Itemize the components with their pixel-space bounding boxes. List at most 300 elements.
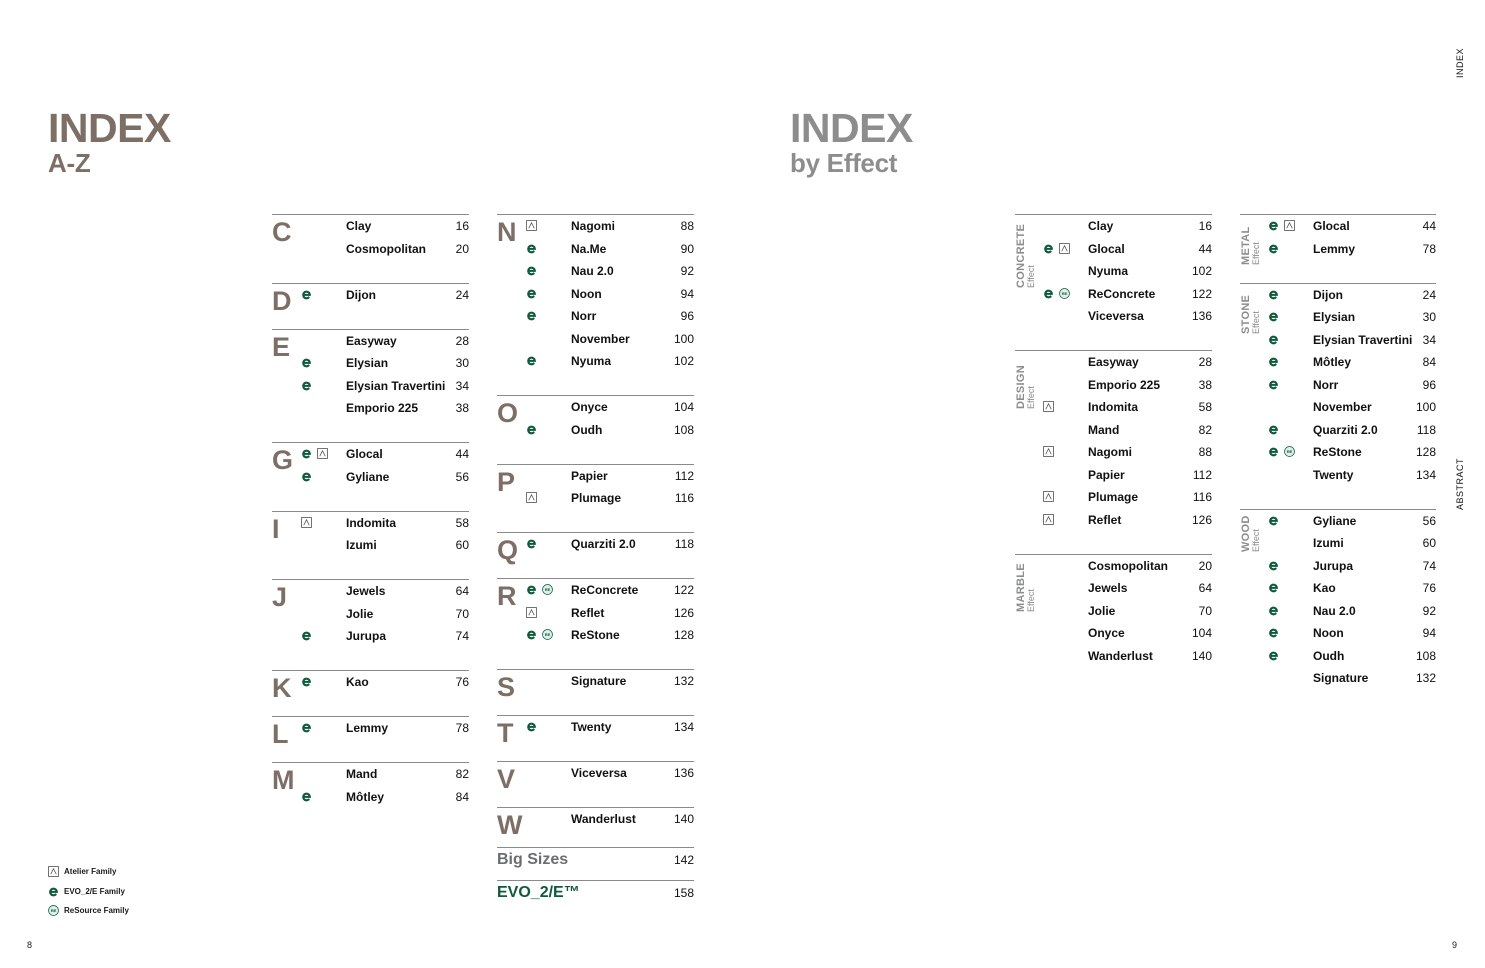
entry-name: Cosmopolitan	[346, 241, 426, 256]
index-entry[interactable]	[272, 215, 469, 237]
atelier-family-icon	[1043, 491, 1054, 502]
entry-page: 104	[1191, 626, 1212, 640]
index-entry[interactable]	[497, 305, 694, 327]
atelier-family-icon	[317, 448, 328, 459]
az-column-2	[497, 214, 694, 853]
atelier-family-icon	[1043, 401, 1054, 412]
entry-name: Viceversa	[571, 766, 627, 780]
entry-name: Mand	[1088, 422, 1120, 437]
entry-name: Nagomi	[1088, 445, 1133, 459]
effect-group-metal	[1240, 214, 1436, 283]
evo-family-icon	[1268, 289, 1279, 300]
index-entry[interactable]	[1240, 555, 1436, 577]
index-entry[interactable]	[272, 786, 469, 808]
entry-name: Nyuma	[571, 354, 612, 368]
effect-sub: Effect	[1026, 589, 1036, 613]
entry-page: 102	[1191, 264, 1212, 278]
svg-text:RE: RE	[544, 586, 551, 592]
page-number-left: 8	[27, 940, 33, 950]
evo-family-icon	[526, 629, 537, 640]
index-entry[interactable]	[1015, 283, 1212, 305]
az-column-1	[272, 214, 469, 831]
atelier-family-icon	[1059, 243, 1070, 254]
entry-page: 118	[674, 537, 694, 551]
entry-name: Mand	[346, 767, 378, 781]
index-letter: W	[497, 810, 523, 840]
entry-name: Nau 2.0	[571, 264, 614, 278]
index-entry[interactable]	[1015, 577, 1212, 599]
index-letter: T	[497, 718, 514, 748]
entry-page: 44	[455, 447, 469, 461]
index-entry[interactable]	[497, 762, 694, 784]
index-entry[interactable]	[1240, 577, 1436, 599]
entry-name: Elysian Travertini	[346, 378, 446, 393]
evo-family-icon	[301, 676, 312, 687]
index-entry[interactable]	[1240, 374, 1436, 396]
atelier-family-icon	[301, 517, 312, 528]
index-letter: R	[497, 581, 517, 611]
index-entry[interactable]	[1015, 351, 1212, 373]
index-entry[interactable]	[497, 465, 694, 487]
index-entry[interactable]	[1015, 555, 1212, 577]
index-group-n	[497, 214, 694, 395]
index-entry[interactable]	[1015, 509, 1212, 531]
entry-page: 78	[1422, 241, 1436, 256]
effect-name: CONCRETE	[1015, 223, 1027, 288]
index-group-m	[272, 762, 469, 831]
entry-name: Noon	[1313, 626, 1344, 640]
index-group-o	[497, 395, 694, 464]
special-entries	[497, 847, 694, 913]
index-entry[interactable]	[1240, 645, 1436, 667]
entry-name: Plumage	[1088, 490, 1139, 504]
index-letter: E	[272, 331, 291, 362]
evo-family-icon	[1268, 220, 1279, 231]
index-entry[interactable]	[1015, 260, 1212, 282]
special-page: 158	[673, 886, 694, 900]
entry-page: 16	[1198, 219, 1212, 233]
index-entry[interactable]	[497, 328, 694, 350]
evo-family-icon	[1268, 605, 1279, 616]
evo-family-icon	[1268, 334, 1279, 345]
entry-page: 92	[1422, 603, 1436, 618]
entry-name: Plumage	[571, 491, 622, 505]
entry-page: 56	[1422, 513, 1436, 528]
index-entry[interactable]	[1240, 622, 1436, 644]
entry-name: Papier	[1088, 467, 1125, 482]
entry-name: Onyce	[571, 400, 608, 414]
entry-name: Twenty	[1313, 467, 1354, 482]
legend-label: ReSource Family	[64, 906, 129, 915]
entry-page: 60	[455, 538, 469, 552]
evo-family-icon	[1268, 243, 1279, 254]
index-entry[interactable]	[272, 466, 469, 488]
entry-page: 70	[455, 606, 469, 621]
entry-page: 84	[455, 789, 469, 804]
svg-text:RE: RE	[1286, 448, 1293, 454]
index-entry[interactable]	[272, 603, 469, 625]
evo-family-icon	[1268, 424, 1279, 435]
effect-column-2	[1240, 214, 1436, 712]
entry-name: Jolie	[1088, 603, 1116, 618]
entry-page: 92	[680, 264, 694, 278]
entry-page: 20	[455, 241, 469, 256]
entry-name: Dijon	[346, 287, 376, 302]
entry-page: 136	[1191, 309, 1212, 323]
entry-page: 122	[1191, 286, 1212, 301]
entry-page: 104	[673, 400, 694, 414]
entry-page: 96	[1422, 377, 1436, 392]
entry-page: 100	[1415, 400, 1436, 414]
entry-name: Oudh	[571, 422, 603, 437]
page-number-right: 9	[1452, 940, 1458, 950]
index-letter: N	[497, 217, 517, 247]
entry-name: Môtley	[346, 789, 385, 804]
entry-page: 116	[674, 491, 694, 505]
evo-family-icon	[1268, 311, 1279, 322]
evo-family-icon	[301, 630, 312, 641]
index-entry[interactable]	[1015, 622, 1212, 644]
entry-name: Emporio 225	[346, 401, 419, 415]
entry-name: ReStone	[1313, 445, 1362, 459]
index-entry[interactable]	[272, 352, 469, 374]
legend-label: Atelier Family	[64, 867, 117, 876]
index-entry[interactable]	[1015, 419, 1212, 441]
svg-text:RE: RE	[544, 631, 551, 637]
index-entry[interactable]	[272, 397, 469, 419]
index-entry[interactable]	[1240, 351, 1436, 373]
index-entry[interactable]	[1240, 329, 1436, 351]
entry-name: Izumi	[1313, 536, 1344, 550]
entry-page: 30	[1422, 310, 1436, 324]
index-entry[interactable]	[1240, 532, 1436, 554]
index-group-j	[272, 579, 469, 670]
index-entry[interactable]	[272, 512, 469, 534]
entry-name: Jewels	[346, 584, 386, 598]
index-entry[interactable]	[272, 330, 469, 352]
index-entry[interactable]	[272, 763, 469, 785]
index-entry[interactable]	[1240, 306, 1436, 328]
evo-family-icon	[1268, 627, 1279, 638]
entry-page: 96	[680, 309, 694, 323]
index-entry[interactable]	[497, 602, 694, 624]
entry-name: Signature	[571, 674, 627, 688]
atelier-family-icon	[526, 220, 537, 231]
index-group-q	[497, 532, 694, 578]
entry-name: Nagomi	[571, 219, 616, 233]
entry-name: Clay	[1088, 219, 1114, 233]
index-entry[interactable]	[497, 283, 694, 305]
entry-page: 34	[455, 378, 469, 393]
entry-page: 58	[1198, 400, 1212, 414]
entry-name: ReStone	[571, 628, 620, 642]
index-entry[interactable]	[1015, 215, 1212, 237]
entry-name: Jurupa	[1313, 558, 1354, 573]
svg-text:RE: RE	[1061, 290, 1068, 296]
entry-page: 74	[1422, 558, 1436, 573]
index-letter: Q	[497, 535, 519, 565]
resource-family-icon	[542, 584, 553, 595]
entry-name: Norr	[1313, 377, 1339, 392]
entry-name: Norr	[571, 309, 597, 323]
index-entry[interactable]	[497, 419, 694, 441]
atelier-family-icon	[48, 866, 59, 877]
effect-group-marble	[1015, 554, 1212, 690]
evo-family-icon	[1268, 446, 1279, 457]
entry-name: Elysian	[1313, 310, 1356, 324]
entry-name: Reflet	[571, 605, 605, 620]
evo-family-icon	[301, 448, 312, 459]
side-label-index: INDEX	[1455, 47, 1465, 78]
effect-sub: Effect	[1251, 310, 1261, 334]
evo-family-icon	[301, 357, 312, 368]
effect-group-concrete	[1015, 214, 1212, 350]
entry-page: 34	[1422, 332, 1436, 347]
legend-label: EVO_2/E Family	[64, 886, 125, 896]
index-entry[interactable]	[497, 260, 694, 282]
entry-page: 126	[1191, 512, 1212, 527]
entry-page: 24	[1422, 287, 1436, 302]
index-entry[interactable]	[1015, 396, 1212, 418]
entry-name: Gyliane	[1313, 513, 1357, 528]
left-subtitle: A-Z	[48, 148, 91, 178]
entry-name: Indomita	[346, 515, 396, 530]
evo-family-icon	[526, 584, 537, 595]
entry-name: Jolie	[346, 606, 374, 621]
effect-sub: Effect	[1026, 385, 1036, 409]
index-group-t	[497, 715, 694, 761]
index-entry[interactable]	[272, 671, 469, 693]
evo-family-icon	[526, 265, 537, 276]
entry-page: 112	[674, 468, 694, 483]
entry-name: Signature	[1313, 671, 1369, 685]
index-entry[interactable]	[497, 670, 694, 692]
index-entry[interactable]	[1240, 284, 1436, 306]
index-entry[interactable]	[497, 533, 694, 555]
evo-family-icon	[48, 886, 59, 897]
index-group-g	[272, 442, 469, 511]
index-letter: G	[272, 445, 294, 475]
index-entry[interactable]	[1240, 510, 1436, 532]
entry-page: 58	[455, 515, 469, 530]
entry-name: Onyce	[1088, 626, 1125, 640]
index-entry[interactable]	[1240, 667, 1436, 689]
entry-name: Quarziti 2.0	[1313, 422, 1378, 437]
entry-page: 76	[455, 675, 469, 689]
index-entry[interactable]	[272, 625, 469, 647]
entry-page: 24	[455, 287, 469, 302]
index-entry[interactable]	[1015, 238, 1212, 260]
index-entry[interactable]	[1015, 486, 1212, 508]
entry-page: 20	[1198, 558, 1212, 573]
entry-page: 94	[680, 286, 694, 301]
entry-name: Indomita	[1088, 400, 1138, 414]
entry-name: Lemmy	[346, 721, 389, 735]
evo-family-icon	[526, 243, 537, 254]
index-entry[interactable]	[1240, 600, 1436, 622]
entry-page: 82	[1198, 422, 1212, 437]
effect-name: DESIGN	[1015, 364, 1027, 409]
entry-page: 28	[455, 333, 469, 348]
effect-name: MARBLE	[1015, 563, 1027, 613]
index-entry[interactable]	[1015, 464, 1212, 486]
entry-name: Jewels	[1088, 581, 1128, 595]
entry-name: Nau 2.0	[1313, 603, 1356, 618]
index-entry[interactable]	[1015, 374, 1212, 396]
index-group-i	[272, 511, 469, 580]
entry-name: Lemmy	[1313, 241, 1356, 256]
right-title: INDEX	[790, 105, 913, 151]
index-entry[interactable]	[1240, 419, 1436, 441]
effect-group-design	[1015, 350, 1212, 554]
entry-page: 140	[1191, 648, 1212, 663]
entry-page: 60	[1422, 536, 1436, 550]
index-entry[interactable]	[497, 215, 694, 237]
entry-page: 90	[680, 241, 694, 256]
index-entry[interactable]	[1015, 645, 1212, 667]
special-page: 142	[673, 853, 694, 867]
entry-name: Kao	[1313, 581, 1336, 595]
index-entry[interactable]	[272, 717, 469, 739]
index-group-k	[272, 670, 469, 716]
effect-sub: Effect	[1251, 529, 1261, 552]
entry-page: 78	[455, 721, 469, 735]
entry-page: 136	[673, 766, 694, 780]
special-entry[interactable]	[497, 880, 694, 913]
entry-page: 30	[455, 356, 469, 370]
effect-column-1	[1015, 214, 1212, 690]
evo-family-icon	[526, 355, 537, 366]
effect-group-stone	[1240, 283, 1436, 509]
entry-page: 126	[673, 605, 694, 620]
index-entry[interactable]	[497, 716, 694, 738]
effect-sub: Effect	[1251, 242, 1261, 265]
atelier-family-icon	[1284, 220, 1295, 231]
entry-page: 84	[1422, 355, 1436, 369]
entry-name: Twenty	[571, 720, 612, 734]
index-group-d	[272, 283, 469, 329]
evo-family-icon	[1268, 582, 1279, 593]
entry-page: 122	[673, 583, 694, 597]
entry-name: November	[1313, 400, 1372, 414]
atelier-family-icon	[526, 492, 537, 503]
entry-name: Noon	[571, 286, 602, 301]
index-entry[interactable]	[497, 487, 694, 509]
entry-name: Nyuma	[1088, 264, 1129, 278]
entry-page: 112	[1192, 467, 1212, 482]
entry-name: Kao	[346, 675, 369, 689]
index-entry[interactable]	[1240, 396, 1436, 418]
entry-page: 44	[1422, 219, 1436, 233]
evo-family-icon	[301, 722, 312, 733]
index-entry[interactable]	[1240, 215, 1436, 237]
entry-page: 56	[455, 469, 469, 484]
evo-family-icon	[526, 288, 537, 299]
entry-name: Clay	[346, 219, 372, 233]
index-letter: L	[272, 719, 289, 749]
index-entry[interactable]	[272, 534, 469, 556]
index-letter: J	[272, 582, 288, 612]
entry-page: 140	[673, 812, 694, 826]
entry-page: 74	[455, 629, 469, 643]
entry-name: ReConcrete	[1088, 286, 1156, 301]
special-entry[interactable]	[497, 847, 694, 880]
entry-name: ReConcrete	[571, 583, 639, 597]
left-title: INDEX	[48, 105, 171, 151]
entry-name: November	[571, 331, 630, 346]
index-entry[interactable]	[497, 238, 694, 260]
index-entry[interactable]	[497, 579, 694, 601]
index-entry[interactable]	[1015, 441, 1212, 463]
evo-family-icon	[1268, 379, 1279, 390]
entry-page: 28	[1198, 355, 1212, 369]
entry-page: 82	[455, 767, 469, 781]
index-entry[interactable]	[497, 808, 694, 830]
entry-page: 132	[673, 674, 694, 688]
effect-name: STONE	[1240, 294, 1252, 334]
index-letter: K	[272, 673, 292, 703]
evo-family-icon	[301, 471, 312, 482]
index-entry[interactable]	[497, 396, 694, 418]
entry-name: Easyway	[1088, 355, 1139, 369]
effect-name: WOOD	[1240, 515, 1252, 552]
index-entry[interactable]	[1240, 238, 1436, 260]
evo-family-icon	[526, 721, 537, 732]
index-entry[interactable]	[272, 238, 469, 260]
index-letter: M	[272, 765, 295, 795]
special-name: EVO_2/E™	[497, 884, 580, 901]
entry-name: Na.Me	[571, 241, 607, 256]
index-entry[interactable]	[497, 350, 694, 372]
entry-page: 108	[1415, 648, 1436, 663]
right-subtitle: by Effect	[790, 148, 898, 178]
evo-family-icon	[1268, 356, 1279, 367]
evo-family-icon	[301, 289, 312, 300]
entry-page: 134	[673, 720, 694, 734]
index-group-r	[497, 578, 694, 669]
entry-page: 64	[1198, 581, 1212, 595]
index-entry[interactable]	[272, 580, 469, 602]
index-entry[interactable]	[1240, 441, 1436, 463]
entry-name: Gyliane	[346, 469, 390, 484]
index-entry[interactable]	[497, 624, 694, 646]
resource-family-icon	[542, 629, 553, 640]
svg-text:RE: RE	[50, 907, 57, 913]
index-entry[interactable]	[272, 375, 469, 397]
evo-family-icon	[1268, 560, 1279, 571]
entry-name: Papier	[571, 468, 608, 483]
entry-page: 116	[1192, 490, 1212, 504]
resource-family-icon	[48, 905, 59, 916]
index-entry[interactable]	[1240, 464, 1436, 486]
index-entry[interactable]	[272, 443, 469, 465]
index-group-c	[272, 214, 469, 283]
index-entry[interactable]	[272, 284, 469, 306]
atelier-family-icon	[1043, 514, 1054, 525]
entry-name: Dijon	[1313, 287, 1343, 302]
resource-family-icon	[1059, 288, 1070, 299]
entry-name: Viceversa	[1088, 309, 1144, 323]
entry-name: Oudh	[1313, 648, 1345, 663]
entry-name: Elysian Travertini	[1313, 332, 1413, 347]
index-entry[interactable]	[1015, 305, 1212, 327]
evo-family-icon	[526, 310, 537, 321]
index-letter: S	[497, 672, 516, 702]
index-entry[interactable]	[1015, 600, 1212, 622]
index-group-p	[497, 464, 694, 533]
entry-page: 118	[1416, 422, 1436, 437]
index-letter: D	[272, 285, 292, 316]
